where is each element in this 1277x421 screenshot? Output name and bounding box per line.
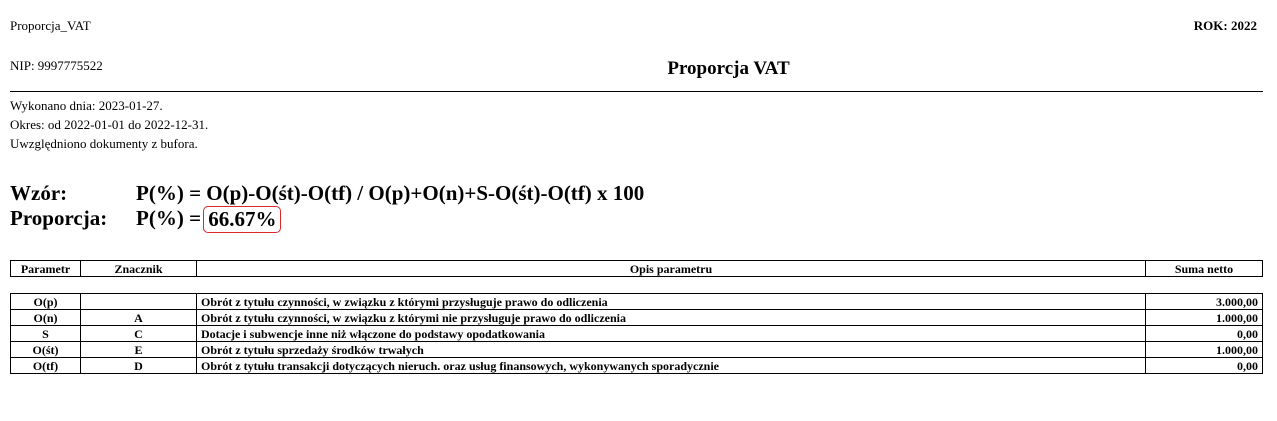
table-row bbox=[11, 294, 1263, 310]
column-header-description: Opis parametru bbox=[197, 261, 1146, 277]
marker-cell: E bbox=[81, 342, 197, 358]
marker-cell: C bbox=[81, 326, 197, 342]
proportion-row bbox=[10, 206, 644, 233]
param-cell: O(śt) bbox=[11, 342, 81, 358]
table-row bbox=[11, 342, 1263, 358]
param-cell: O(p) bbox=[11, 294, 81, 310]
proportion-prefix: P(%) = bbox=[136, 206, 207, 230]
column-header-parameter: Parametr bbox=[11, 261, 81, 277]
report-period: Okres: od 2022-01-01 do 2022-12-31. bbox=[10, 117, 209, 132]
proportion-value: 66.67% bbox=[203, 206, 280, 233]
nip-number: NIP: 9997775522 bbox=[10, 58, 103, 73]
description-cell: Dotacje i subwencje inne niż włączone do podstawy opodatkowania bbox=[197, 326, 1146, 342]
formula-label: Wzór: bbox=[10, 181, 68, 205]
spacer-cell bbox=[11, 277, 1263, 294]
sum-cell: 0,00 bbox=[1146, 358, 1263, 374]
header-divider bbox=[10, 91, 1263, 92]
table-header-row bbox=[11, 261, 1263, 277]
formula-expression: P(%) = O(p)-O(śt)-O(tf) / O(p)+O(n)+S-O(śt)-O(tf) x 100 bbox=[136, 181, 645, 205]
description-cell: Obrót z tytułu transakcji dotyczących nieruch. oraz usług finansowych, wykonywanych sporadycznie bbox=[197, 358, 1146, 374]
param-cell: S bbox=[11, 326, 81, 342]
sum-cell: 3.000,00 bbox=[1146, 294, 1263, 310]
marker-cell: A bbox=[81, 310, 197, 326]
report-title-text: Proporcja VAT bbox=[667, 58, 790, 79]
report-title bbox=[0, 58, 1277, 80]
column-header-sum: Suma netto bbox=[1146, 261, 1263, 277]
column-header-marker: Znacznik bbox=[81, 261, 197, 277]
description-cell: Obrót z tytułu sprzedaży środków trwałych bbox=[197, 342, 1146, 358]
marker-cell: D bbox=[81, 358, 197, 374]
marker-cell bbox=[81, 294, 197, 310]
proportion-label: Proporcja: bbox=[10, 206, 108, 230]
description-cell: Obrót z tytułu czynności, w związku z którymi nie przysługuje prawo do odliczenia bbox=[197, 310, 1146, 326]
table-row bbox=[11, 358, 1263, 374]
sum-cell: 1.000,00 bbox=[1146, 342, 1263, 358]
table-row bbox=[11, 310, 1263, 326]
document-name: Proporcja_VAT bbox=[10, 18, 91, 33]
parameters-table bbox=[10, 260, 1263, 374]
report-year: ROK: 2022 bbox=[1193, 18, 1257, 33]
sum-cell: 0,00 bbox=[1146, 326, 1263, 342]
formula-row bbox=[10, 181, 644, 206]
param-cell: O(tf) bbox=[11, 358, 81, 374]
param-cell: O(n) bbox=[11, 310, 81, 326]
sum-cell: 1.000,00 bbox=[1146, 310, 1263, 326]
formula-block bbox=[10, 181, 644, 233]
executed-date: Wykonano dnia: 2023-01-27. bbox=[10, 98, 163, 113]
table-row bbox=[11, 326, 1263, 342]
report-meta bbox=[10, 96, 208, 153]
table-spacer bbox=[11, 277, 1263, 294]
buffer-note: Uwzględniono dokumenty z bufora. bbox=[10, 136, 198, 151]
description-cell: Obrót z tytułu czynności, w związku z którymi przysługuje prawo do odliczenia bbox=[197, 294, 1146, 310]
